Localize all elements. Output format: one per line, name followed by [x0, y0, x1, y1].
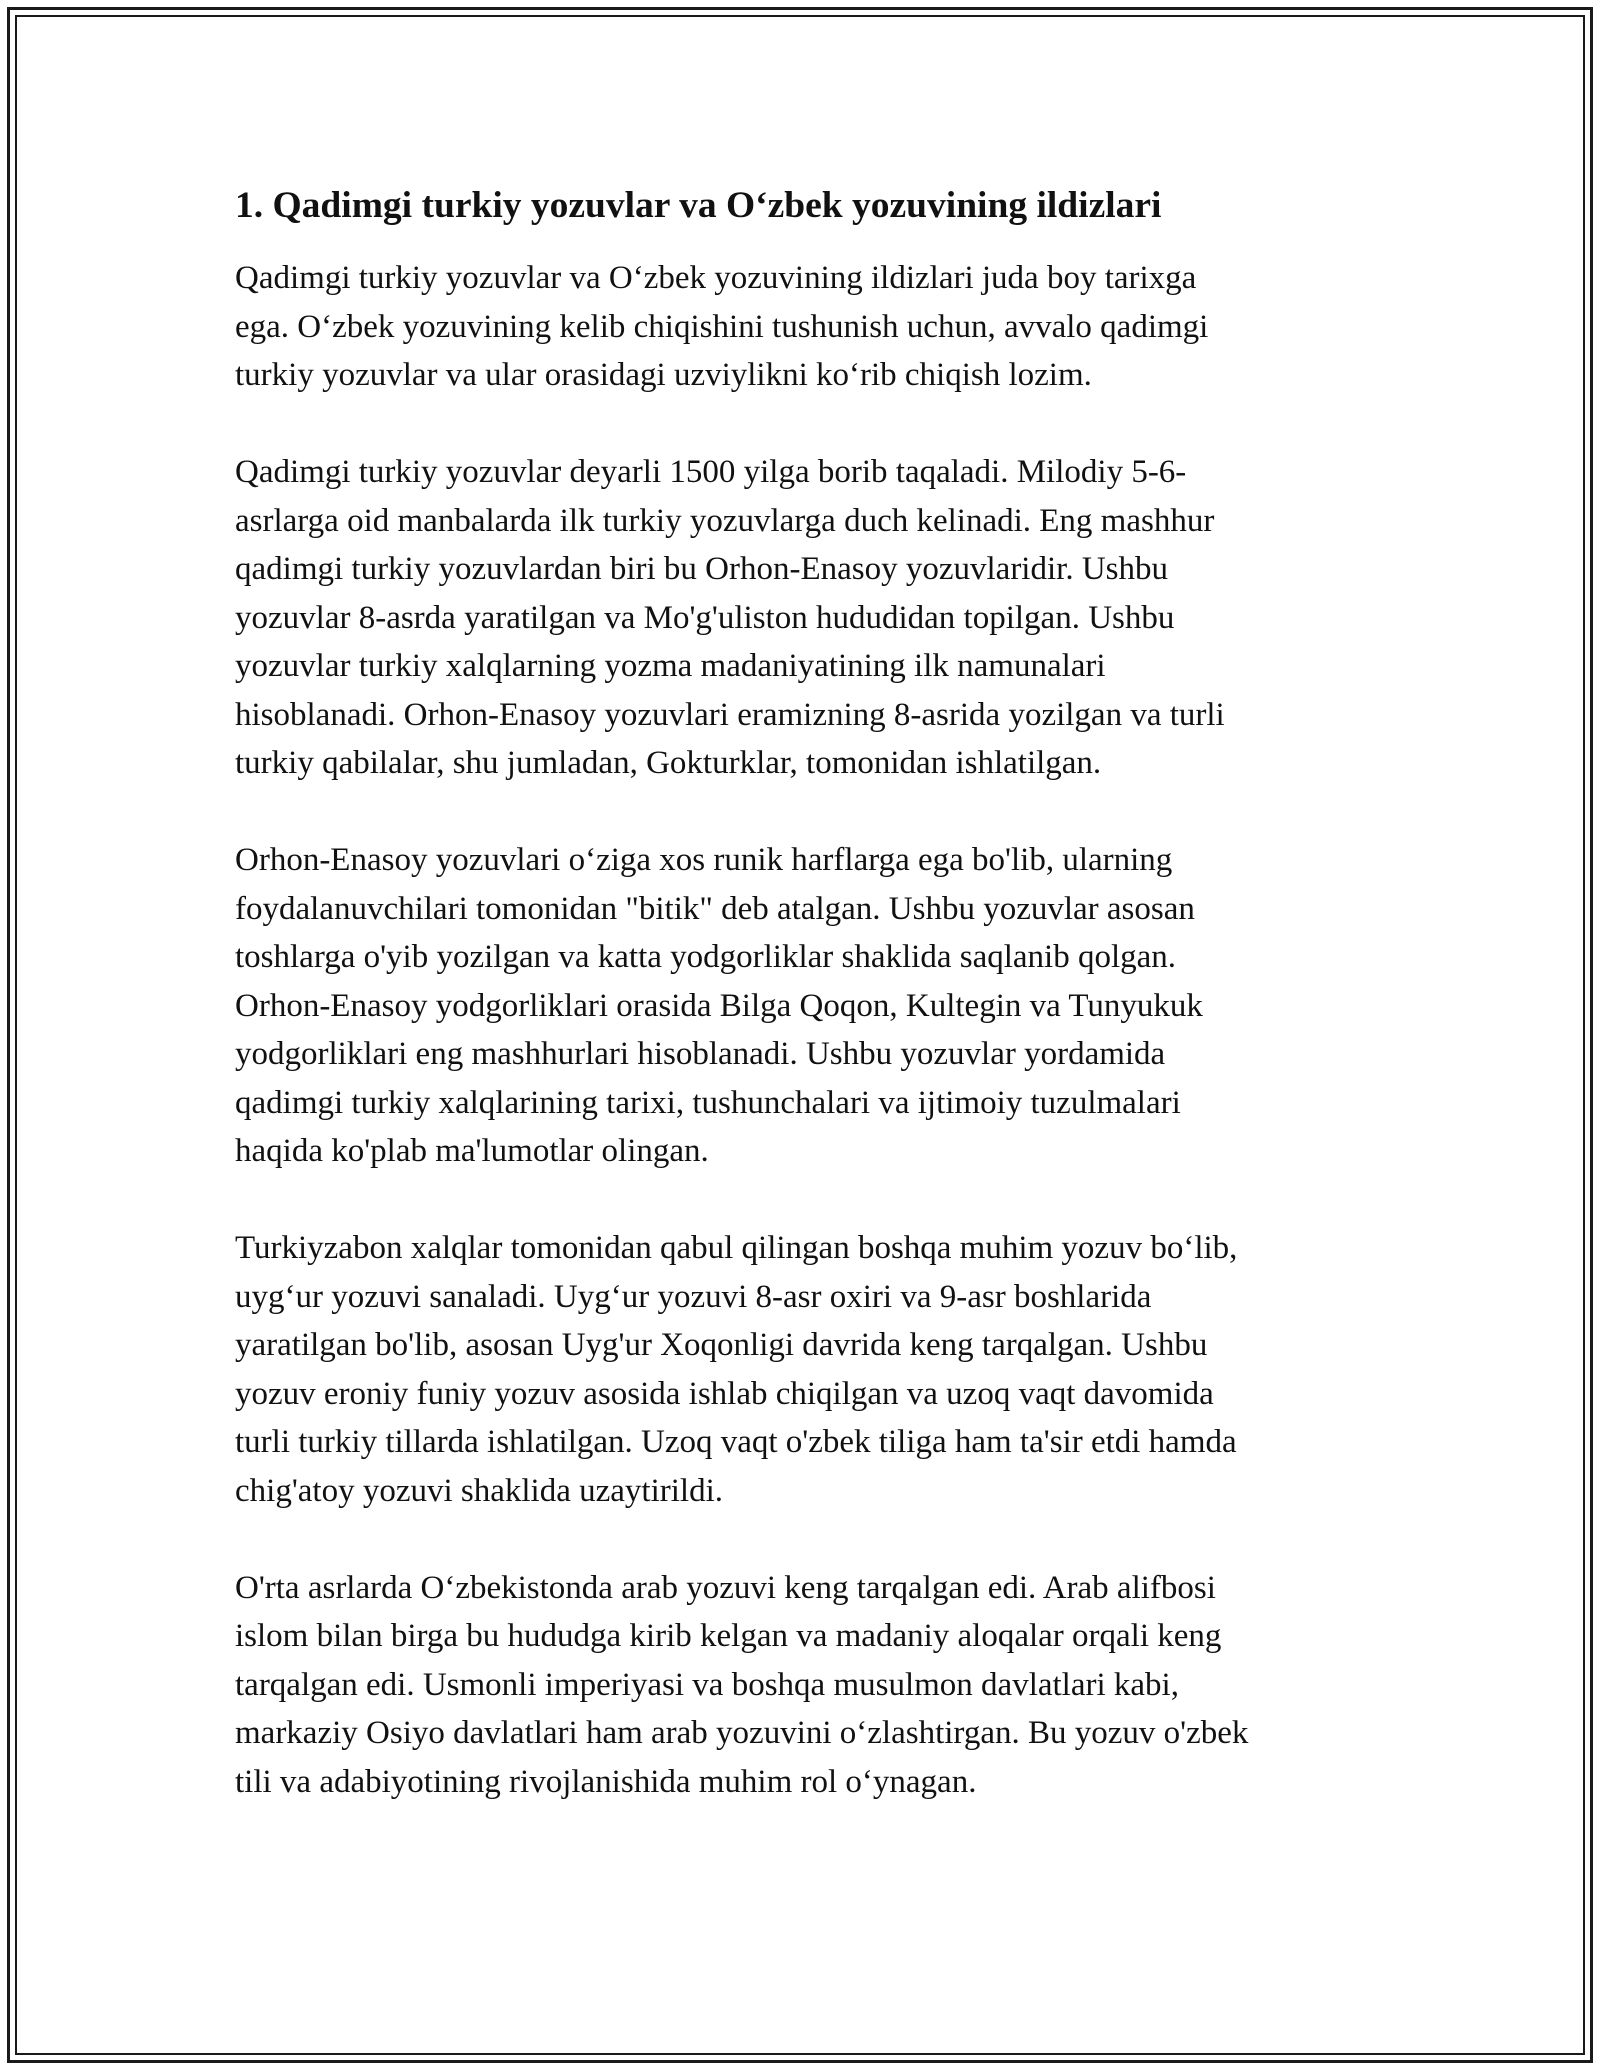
- text-line: turli turkiy tillarda ishlatilgan. Uzoq vaqt o'zbek tiliga ham ta'sir etdi hamda: [235, 1424, 1237, 1460]
- text-line: foydalanuvchilari tomonidan "bitik" deb atalgan. Ushbu yozuvlar asosan: [235, 890, 1195, 927]
- text-line: islom bilan birga bu hududga kirib kelgan va madaniy aloqalar orqali keng: [235, 1618, 1222, 1654]
- paragraph: [235, 836, 1370, 1176]
- text-line: qadimgi turkiy yozuvlardan biri bu Orhon-Enasoy yozuvlaridir. Ushbu: [235, 551, 1168, 587]
- text-line: Orhon-Enasoy yodgorliklari orasida Bilga Qoqon, Kultegin va Tunyukuk: [235, 987, 1203, 1024]
- paragraph-list: [235, 254, 1370, 1806]
- text-line: chig'atoy yozuvi shaklida uzaytirildi.: [235, 1472, 723, 1509]
- text-line: Orhon-Enasoy yozuvlari o‘ziga xos runik harflarga ega bo'lib, ularning: [235, 842, 1173, 878]
- text-line: asrlarga oid manbalarda ilk turkiy yozuvlarga duch kelinadi. Eng mashhur: [235, 502, 1215, 539]
- text-line: tili va adabiyotining rivojlanishida muhim rol o‘ynagan.: [235, 1763, 977, 1800]
- paragraph: [235, 448, 1370, 788]
- text-line: Qadimgi turkiy yozuvlar deyarli 1500 yilga borib taqaladi. Milodiy 5-6-: [235, 454, 1187, 490]
- section-heading: 1. Qadimgi turkiy yozuvlar va O‘zbek yozuvining ildizlari: [235, 185, 1162, 226]
- text-line: yozuv eroniy funiy yozuv asosida ishlab chiqilgan va uzoq vaqt davomida: [235, 1375, 1214, 1412]
- text-line: haqida ko'plab ma'lumotlar olingan.: [235, 1133, 709, 1169]
- text-line: yodgorliklari eng mashhurlari hisoblanadi. Ushbu yozuvlar yordamida: [235, 1036, 1166, 1072]
- paragraph: [235, 1564, 1370, 1807]
- text-line: yaratilgan bo'lib, asosan Uyg'ur Xoqonligi davrida keng tarqalgan. Ushbu: [235, 1327, 1208, 1363]
- text-line: hisoblanadi. Orhon-Enasoy yozuvlari eramizning 8-asrida yozilgan va turli: [235, 696, 1225, 733]
- text-line: turkiy qabilalar, shu jumladan, Gokturklar, tomonidan ishlatilgan.: [235, 745, 1102, 781]
- document-body: [235, 182, 1370, 1855]
- text-line: ega. O‘zbek yozuvining kelib chiqishini tushunish uchun, avvalo qadimgi: [235, 308, 1209, 345]
- text-line: yozuvlar turkiy xalqlarning yozma madaniyatining ilk namunalari: [235, 648, 1106, 684]
- text-line: qadimgi turkiy xalqlarining tarixi, tushunchalari va ijtimoiy tuzulmalari: [235, 1084, 1181, 1121]
- text-line: Qadimgi turkiy yozuvlar va O‘zbek yozuvining ildizlari juda boy tarixga: [235, 260, 1197, 296]
- text-line: O'rta asrlarda O‘zbekistonda arab yozuvi keng tarqalgan edi. Arab alifbosi: [235, 1569, 1216, 1606]
- text-line: uyg‘ur yozuvi sanaladi. Uyg‘ur yozuvi 8-asr oxiri va 9-asr boshlarida: [235, 1278, 1152, 1315]
- text-line: turkiy yozuvlar va ular orasidagi uzviylikni ko‘rib chiqish lozim.: [235, 357, 1092, 393]
- text-line: Turkiyzabon xalqlar tomonidan qabul qilingan boshqa muhim yozuv bo‘lib,: [235, 1230, 1238, 1266]
- text-line: markaziy Osiyo davlatlari ham arab yozuvini o‘zlashtirgan. Bu yozuv o'zbek: [235, 1715, 1249, 1751]
- paragraph: [235, 1224, 1370, 1515]
- paragraph: [235, 254, 1370, 400]
- text-line: yozuvlar 8-asrda yaratilgan va Mo'g'uliston hududidan topilgan. Ushbu: [235, 599, 1175, 636]
- text-line: toshlarga o'yib yozilgan va katta yodgorliklar shaklida saqlanib qolgan.: [235, 939, 1177, 975]
- text-line: tarqalgan edi. Usmonli imperiyasi va boshqa musulmon davlatlari kabi,: [235, 1666, 1179, 1703]
